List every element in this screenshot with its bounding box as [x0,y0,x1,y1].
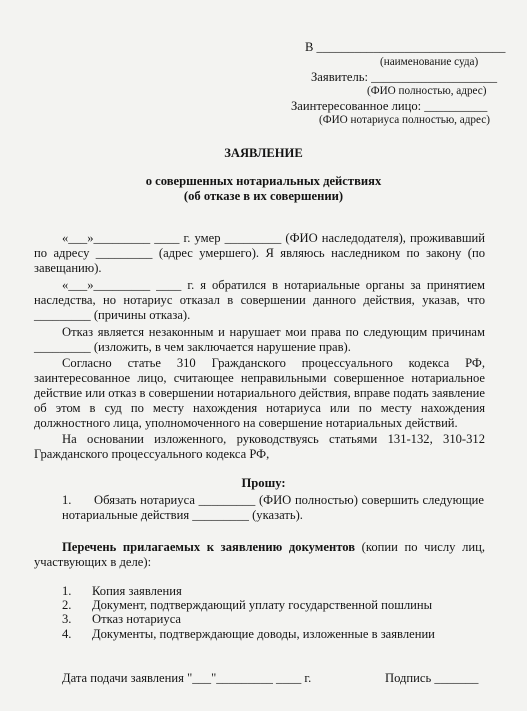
attachment-item-text: Документ, подтверждающий уплату государственной пошлины [92,598,433,612]
attachment-item-number: 4. [62,627,72,641]
paragraph-1-line-3: завещанию). [34,261,102,275]
paragraph-3-line-2: _________ (изложить, в чем заключается нарушение прав). [34,340,351,354]
submission-date: Дата подачи заявления "___"_________ ____ г. [62,671,312,685]
paragraph-2-line-3: _________ (причины отказа). [34,308,191,322]
applicant-caption: (ФИО полностью, адрес) [367,85,487,97]
attachment-item-text: Копия заявления [92,584,182,598]
applicant-line: Заявитель: ____________________ [311,70,498,84]
paragraph-2-line-1: «___»_________ ____ г. я обратился в нотариальные органы за принятием [62,278,485,292]
attachment-item-number: 3. [62,612,72,626]
attachments-heading-rest: (копии по числу лиц, [355,540,485,554]
court-caption: (наименование суда) [380,56,479,68]
attachment-item-text: Документы, подтверждающие доводы, изложенные в заявлении [92,627,435,641]
request-item-line-1: Обязать нотариуса _________ (ФИО полностью) совершить следующие [94,493,484,507]
document-subtitle-2: (об отказе в их совершении) [183,189,344,203]
attachments-heading-bold: Перечень прилагаемых к заявлению документов [62,540,356,554]
attachments-heading-line-2: участвующих в деле): [34,555,152,569]
paragraph-2-line-2: наследства, но нотариус отказал в совершении данного действия, указав, что [34,293,485,307]
interested-party-line: Заинтересованное лицо: __________ [291,99,488,113]
attachment-item-number: 2. [62,598,72,612]
paragraph-4-line-2: заинтересованное лицо, считающее неправильными совершенное нотариальное [34,371,485,385]
document-title: ЗАЯВЛЕНИЕ [224,146,303,160]
paragraph-4-line-5: должностного лица, уполномоченного на совершение нотариальных действий. [34,416,458,430]
paragraph-3-line-1: Отказ является незаконным и нарушает мои права по следующим причинам [62,325,485,339]
request-item-line-2: нотариальные действия _________ (указать). [62,508,303,522]
attachments-heading-line-1 [62,540,485,555]
attachment-item-number: 1. [62,584,72,598]
interested-party-caption: (ФИО нотариуса полностью, адрес) [319,114,490,126]
document-subtitle-1: о совершенных нотариальных действиях [145,174,382,188]
paragraph-4-line-1: Согласно статье 310 Гражданского процессуального кодекса РФ, [62,356,485,370]
attachment-item-text: Отказ нотариуса [92,612,182,626]
request-item-number: 1. [62,493,72,507]
paragraph-4-line-3: действие или отказ в совершении нотариального действия, вправе подать заявление [34,386,485,400]
court-line: В ______________________________ [305,40,506,54]
paragraph-5-line-2: Гражданского процессуального кодекса РФ, [34,447,270,461]
paragraph-4-line-4: об этом в суд по месту нахождения нотариуса или по месту нахождения [34,401,485,415]
paragraph-1-line-1: «___»_________ ____ г. умер _________ (ФИО наследодателя), проживавший [62,231,485,245]
paragraph-5-line-1: На основании изложенного, руководствуясь статьями 131-132, 310-312 [62,432,485,446]
paragraph-1-line-2: по адресу _________ (адрес умершего). Я являюсь наследником по закону (по [34,246,485,260]
signature: Подпись _______ [385,671,479,685]
request-heading: Прошу: [241,476,286,490]
